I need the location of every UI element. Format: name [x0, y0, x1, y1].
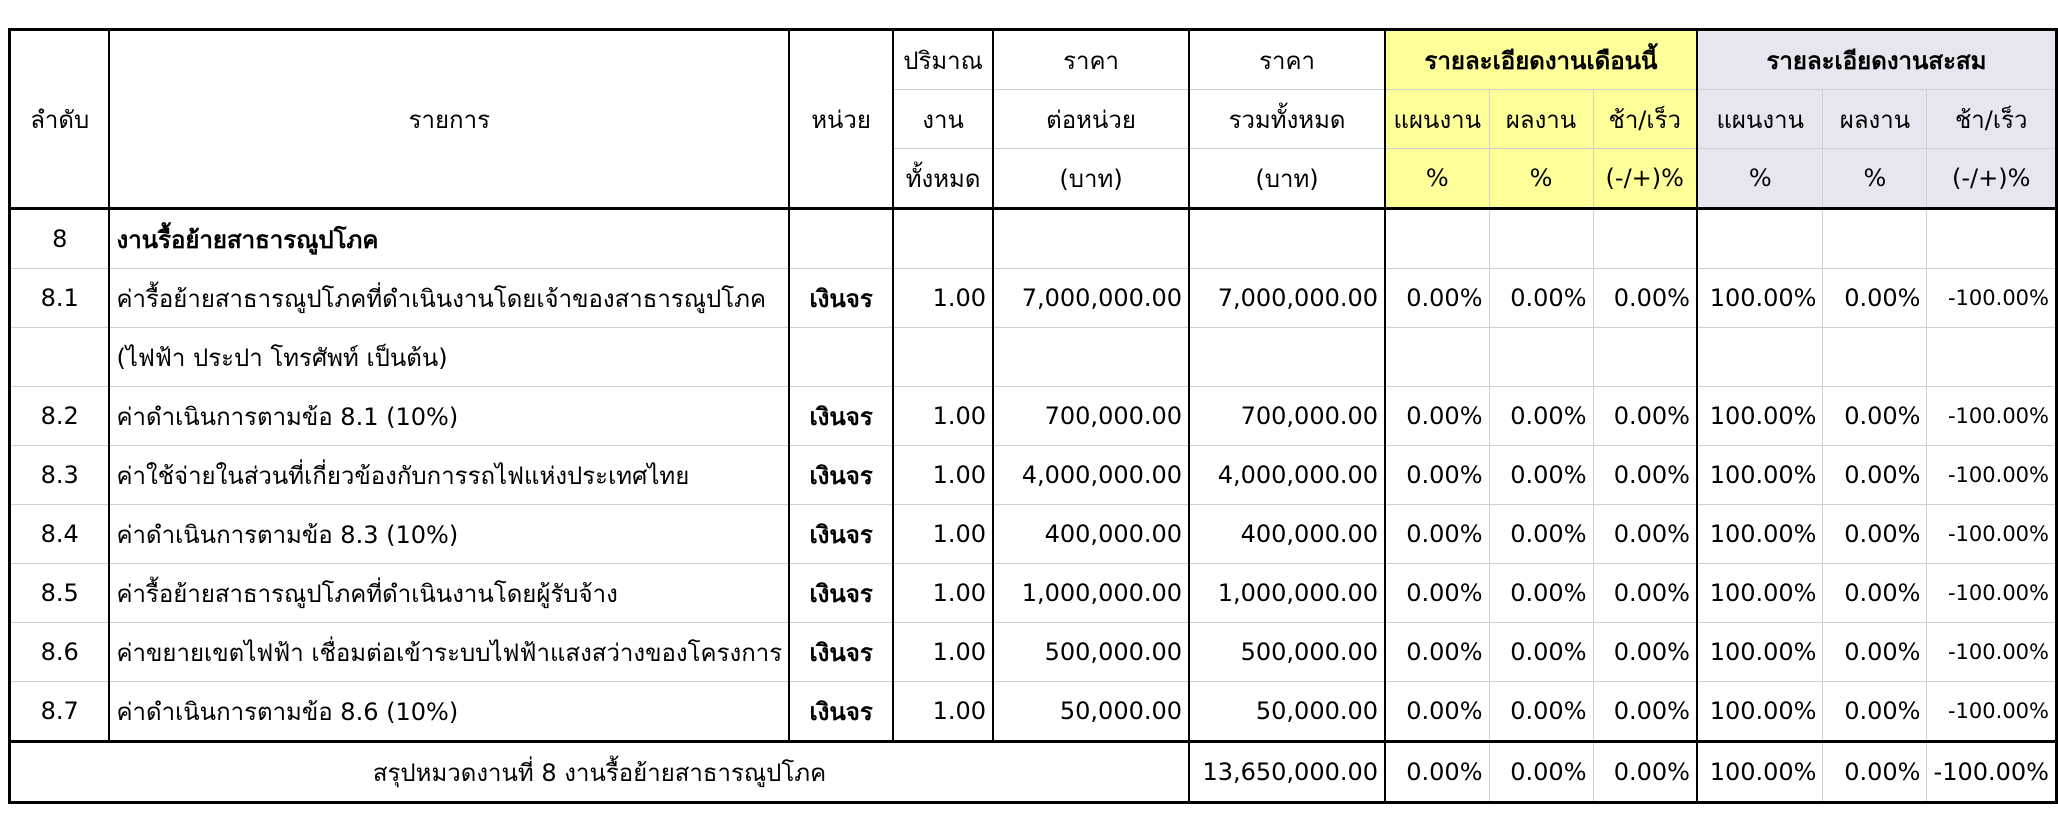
- table-row-continuation: [10, 328, 2057, 387]
- summary-month-result: 0.00%: [1489, 742, 1593, 803]
- row-total: 500,000.00: [1189, 623, 1385, 682]
- header-month-diff-pct: (-/+)%: [1593, 149, 1697, 209]
- row-unit: เงินจร: [789, 269, 893, 328]
- empty-cell: [993, 328, 1189, 387]
- row-month-diff: 0.00%: [1593, 446, 1697, 505]
- row-cum-plan: 100.00%: [1697, 564, 1823, 623]
- table-row: [10, 505, 2057, 564]
- row-unit: เงินจร: [789, 446, 893, 505]
- empty-cell: [1189, 209, 1385, 269]
- header-month-result: ผลงาน: [1489, 90, 1593, 149]
- empty-cell: [10, 328, 110, 387]
- row-unit-price: 700,000.00: [993, 387, 1189, 446]
- header-qty-2: งาน: [893, 90, 993, 149]
- row-no: 8.5: [10, 564, 110, 623]
- row-unit-price: 4,000,000.00: [993, 446, 1189, 505]
- row-month-diff: 0.00%: [1593, 623, 1697, 682]
- table-row: [10, 623, 2057, 682]
- empty-cell: [1385, 209, 1489, 269]
- row-cum-plan: 100.00%: [1697, 623, 1823, 682]
- header-month-diff: ช้า/เร็ว: [1593, 90, 1697, 149]
- empty-cell: [1927, 328, 2057, 387]
- header-no-label: ลำดับ: [10, 90, 110, 149]
- empty-cell: [1927, 209, 2057, 269]
- header-item: [109, 30, 789, 90]
- row-cum-result: 0.00%: [1823, 505, 1927, 564]
- row-total: 1,000,000.00: [1189, 564, 1385, 623]
- row-item: ค่าดำเนินการตามข้อ 8.6 (10%): [109, 682, 789, 742]
- header-unit-bottom: [789, 149, 893, 209]
- header-item-bottom: [109, 149, 789, 209]
- row-cum-plan: 100.00%: [1697, 505, 1823, 564]
- row-total: 700,000.00: [1189, 387, 1385, 446]
- row-item: ค่าดำเนินการตามข้อ 8.3 (10%): [109, 505, 789, 564]
- header-month-result-pct: %: [1489, 149, 1593, 209]
- row-item: ค่ารื้อย้ายสาธารณูปโภคที่ดำเนินงานโดยผู้รับจ้าง: [109, 564, 789, 623]
- section-no: 8: [10, 209, 110, 269]
- header-item-label: รายการ: [109, 90, 789, 149]
- header-unit-price-2: ต่อหน่วย: [993, 90, 1189, 149]
- header-unit: [789, 30, 893, 90]
- row-cum-result: 0.00%: [1823, 623, 1927, 682]
- row-unit: เงินจร: [789, 387, 893, 446]
- summary-row: [10, 742, 2057, 803]
- empty-cell: [1823, 209, 1927, 269]
- row-month-plan: 0.00%: [1385, 446, 1489, 505]
- row-month-plan: 0.00%: [1385, 564, 1489, 623]
- row-unit-price: 1,000,000.00: [993, 564, 1189, 623]
- summary-month-diff: 0.00%: [1593, 742, 1697, 803]
- header-row-1: [10, 30, 2057, 90]
- row-cum-result: 0.00%: [1823, 269, 1927, 328]
- row-cum-diff: -100.00%: [1927, 505, 2057, 564]
- row-cum-diff: -100.00%: [1927, 446, 2057, 505]
- row-month-diff: 0.00%: [1593, 269, 1697, 328]
- row-cum-plan: 100.00%: [1697, 682, 1823, 742]
- row-cum-diff: -100.00%: [1927, 387, 2057, 446]
- row-qty: 1.00: [893, 269, 993, 328]
- row-item: ค่าขยายเขตไฟฟ้า เชื่อมต่อเข้าระบบไฟฟ้าแสงสว่างของโครงการ: [109, 623, 789, 682]
- row-month-diff: 0.00%: [1593, 505, 1697, 564]
- row-item: ค่าดำเนินการตามข้อ 8.1 (10%): [109, 387, 789, 446]
- row-qty: 1.00: [893, 446, 993, 505]
- empty-cell: [893, 328, 993, 387]
- header-cum-diff: ช้า/เร็ว: [1927, 90, 2057, 149]
- empty-cell: [1593, 209, 1697, 269]
- empty-cell: [1697, 328, 1823, 387]
- table-row: [10, 682, 2057, 742]
- summary-cum-diff: -100.00%: [1927, 742, 2057, 803]
- row-unit: เงินจร: [789, 505, 893, 564]
- table-row: [10, 446, 2057, 505]
- header-cum-plan-pct: %: [1697, 149, 1823, 209]
- header-total-2: รวมทั้งหมด: [1189, 90, 1385, 149]
- empty-cell: [1823, 328, 1927, 387]
- empty-cell: [893, 209, 993, 269]
- empty-cell: [993, 209, 1189, 269]
- row-month-result: 0.00%: [1489, 623, 1593, 682]
- header-unit-price-3: (บาท): [993, 149, 1189, 209]
- row-cum-result: 0.00%: [1823, 387, 1927, 446]
- row-month-plan: 0.00%: [1385, 387, 1489, 446]
- row-qty: 1.00: [893, 623, 993, 682]
- row-month-result: 0.00%: [1489, 682, 1593, 742]
- row-cum-diff: -100.00%: [1927, 682, 2057, 742]
- header-cum-result-pct: %: [1823, 149, 1927, 209]
- row-qty: 1.00: [893, 387, 993, 446]
- row-qty: 1.00: [893, 564, 993, 623]
- row-no: 8.3: [10, 446, 110, 505]
- empty-cell: [1489, 209, 1593, 269]
- row-month-plan: 0.00%: [1385, 505, 1489, 564]
- header-cum-result: ผลงาน: [1823, 90, 1927, 149]
- row-month-result: 0.00%: [1489, 505, 1593, 564]
- section-title: งานรื้อย้ายสาธารณูปโภค: [109, 209, 789, 269]
- row-unit: เงินจร: [789, 623, 893, 682]
- header-cum-plan: แผนงาน: [1697, 90, 1823, 149]
- header-month-plan-pct: %: [1385, 149, 1489, 209]
- row-qty: 1.00: [893, 682, 993, 742]
- empty-cell: [1189, 328, 1385, 387]
- row-unit-price: 50,000.00: [993, 682, 1189, 742]
- summary-month-plan: 0.00%: [1385, 742, 1489, 803]
- header-cum-group: รายละเอียดงานสะสม: [1697, 30, 2057, 90]
- empty-cell: [789, 328, 893, 387]
- row-month-plan: 0.00%: [1385, 269, 1489, 328]
- row-item: ค่ารื้อย้ายสาธารณูปโภคที่ดำเนินงานโดยเจ้าของสาธารณูปโภค: [109, 269, 789, 328]
- header-cum-diff-pct: (-/+)%: [1927, 149, 2057, 209]
- row-no: 8.6: [10, 623, 110, 682]
- header-month-group: รายละเอียดงานเดือนนี้: [1385, 30, 1697, 90]
- row-qty: 1.00: [893, 505, 993, 564]
- row-cum-diff: -100.00%: [1927, 269, 2057, 328]
- summary-label: สรุปหมวดงานที่ 8 งานรื้อย้ายสาธารณูปโภค: [10, 742, 1190, 803]
- empty-cell: [1489, 328, 1593, 387]
- row-no: 8.2: [10, 387, 110, 446]
- table-row: [10, 387, 2057, 446]
- row-month-diff: 0.00%: [1593, 387, 1697, 446]
- summary-cum-result: 0.00%: [1823, 742, 1927, 803]
- row-no: 8.1: [10, 269, 110, 328]
- row-cum-result: 0.00%: [1823, 564, 1927, 623]
- row-unit: เงินจร: [789, 682, 893, 742]
- header-month-plan: แผนงาน: [1385, 90, 1489, 149]
- progress-report-table: [8, 28, 2058, 804]
- header-qty-1: ปริมาณ: [893, 30, 993, 90]
- row-no: 8.7: [10, 682, 110, 742]
- row-cum-plan: 100.00%: [1697, 269, 1823, 328]
- row-total: 400,000.00: [1189, 505, 1385, 564]
- header-unit-price-1: ราคา: [993, 30, 1189, 90]
- row-cum-plan: 100.00%: [1697, 387, 1823, 446]
- empty-cell: [1697, 209, 1823, 269]
- row-unit: เงินจร: [789, 564, 893, 623]
- row-month-result: 0.00%: [1489, 446, 1593, 505]
- row-unit-price: 500,000.00: [993, 623, 1189, 682]
- header-total-1: ราคา: [1189, 30, 1385, 90]
- row-cum-plan: 100.00%: [1697, 446, 1823, 505]
- empty-cell: [1385, 328, 1489, 387]
- header-unit-label: หน่วย: [789, 90, 893, 149]
- row-cum-diff: -100.00%: [1927, 564, 2057, 623]
- row-cum-result: 0.00%: [1823, 682, 1927, 742]
- header-row-2: [10, 90, 2057, 149]
- row-month-plan: 0.00%: [1385, 623, 1489, 682]
- row-month-diff: 0.00%: [1593, 564, 1697, 623]
- header-total-3: (บาท): [1189, 149, 1385, 209]
- header-no-bottom: [10, 149, 110, 209]
- empty-cell: [789, 209, 893, 269]
- row-month-diff: 0.00%: [1593, 682, 1697, 742]
- section-row: [10, 209, 2057, 269]
- row-item: ค่าใช้จ่ายในส่วนที่เกี่ยวข้องกับการรถไฟแห่งประเทศไทย: [109, 446, 789, 505]
- row-total: 4,000,000.00: [1189, 446, 1385, 505]
- row-month-result: 0.00%: [1489, 564, 1593, 623]
- row-total: 7,000,000.00: [1189, 269, 1385, 328]
- row-item-continuation: (ไฟฟ้า ประปา โทรศัพท์ เป็นต้น): [109, 328, 789, 387]
- row-unit-price: 400,000.00: [993, 505, 1189, 564]
- row-total: 50,000.00: [1189, 682, 1385, 742]
- row-month-result: 0.00%: [1489, 269, 1593, 328]
- row-month-result: 0.00%: [1489, 387, 1593, 446]
- header-row-3: [10, 149, 2057, 209]
- summary-cum-plan: 100.00%: [1697, 742, 1823, 803]
- row-unit-price: 7,000,000.00: [993, 269, 1189, 328]
- row-cum-diff: -100.00%: [1927, 623, 2057, 682]
- row-cum-result: 0.00%: [1823, 446, 1927, 505]
- table-row: [10, 564, 2057, 623]
- header-qty-3: ทั้งหมด: [893, 149, 993, 209]
- row-month-plan: 0.00%: [1385, 682, 1489, 742]
- row-no: 8.4: [10, 505, 110, 564]
- header-no: [10, 30, 110, 90]
- empty-cell: [1593, 328, 1697, 387]
- summary-total: 13,650,000.00: [1189, 742, 1385, 803]
- table-row: [10, 269, 2057, 328]
